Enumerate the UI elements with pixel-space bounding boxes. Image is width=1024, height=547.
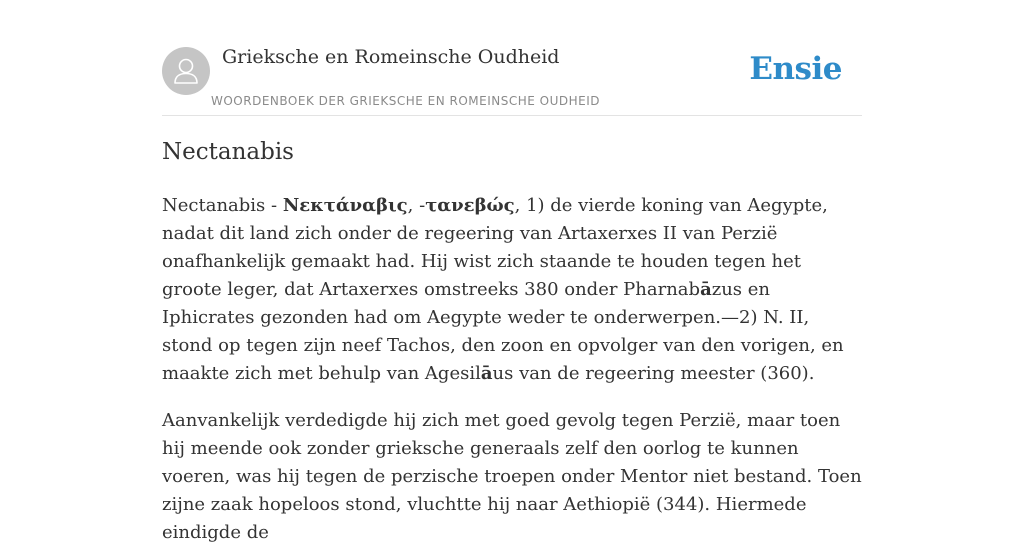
- text-segment: , 1) de vierde koning van Aegypte, nadat dit land zich onder de regeering van Artaxerxes II van Perzië onafhankelijk gemaakt had. Hij wist zich staande te houden tegen het groote leger, dat Artaxerxes omstreeks 380 onder Pharnab: [162, 195, 828, 300]
- entry-title: Nectanabis: [162, 139, 294, 165]
- macron-letter: ā: [700, 279, 712, 300]
- entry-paragraph-2: Aanvankelijk verdedigde hij zich met goed gevolg tegen Perzië, maar toen hij meende ook zonder grieksche generaals zelf den oorlog te kunnen voeren, was hij tegen de perzische troepen onder Mentor niet bestand. Toen zijne zaak hopeloos stond, vluchtte hij naar Aethiopië (344). Hiermede eindigde de: [162, 410, 862, 543]
- text-segment: us van de regeering meester (360).: [492, 363, 815, 384]
- text-segment: Nectanabis -: [162, 195, 283, 216]
- greek-term: τανεβώς: [425, 195, 515, 216]
- entry-paragraph-1: [162, 192, 862, 388]
- ensie-logo[interactable]: Ensie: [749, 51, 842, 87]
- dictionary-title-link[interactable]: Grieksche en Romeinsche Oudheid: [222, 46, 560, 68]
- macron-letter: ā: [480, 363, 493, 384]
- dictionary-subtitle: WOORDENBOEK DER GRIEKSCHE EN ROMEINSCHE OUDHEID: [211, 94, 601, 108]
- text-segment: zus en Iphicrates gezonden had om Aegypte weder te onderwerpen.—2) N. II, stond op tegen zijn neef Tachos, den zoon en opvolger van den vorigen, en maakte zich met behulp van Agesil: [162, 279, 844, 384]
- greek-term: Νεκτάναβις: [282, 195, 408, 216]
- person-outline-icon: [162, 47, 210, 95]
- site-header: [162, 44, 862, 116]
- user-avatar-icon[interactable]: [162, 47, 210, 95]
- text-segment: , -: [407, 195, 426, 216]
